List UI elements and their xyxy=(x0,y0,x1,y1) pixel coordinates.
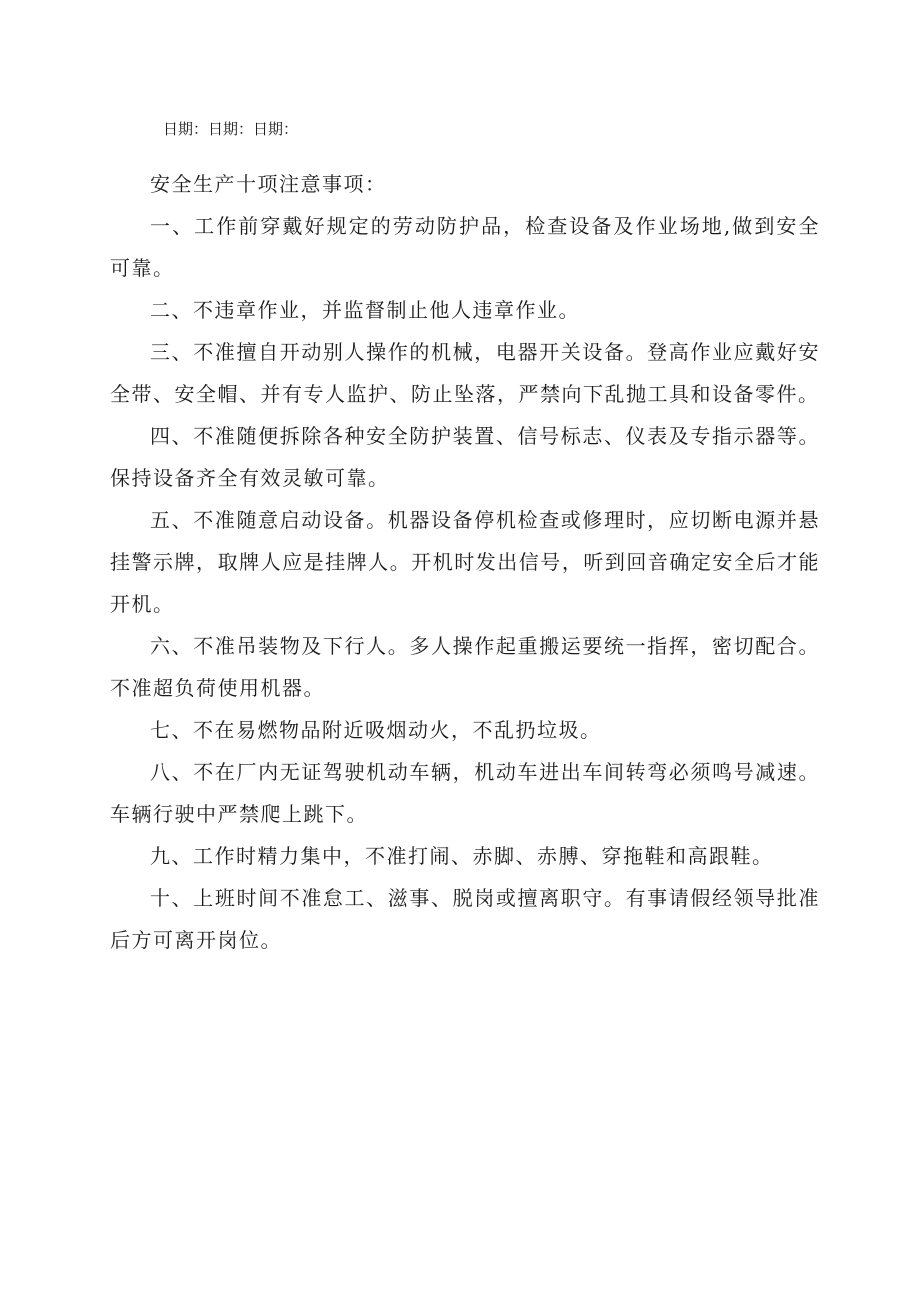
date-line: 日期：日期：日期： xyxy=(163,120,299,138)
rule-item-3: 三、不准擅自开动别人操作的机械，电器开关设备。登高作业应戴好安全带、安全帽、并有专人监护、防止坠落，严禁向下乱抛工具和设备零件。 xyxy=(110,340,820,406)
rule-item-5: 五、不准随意启动设备。机器设备停机检查或修理时，应切断电源并悬挂警示牌，取牌人应是挂牌人。开机时发出信号，听到回音确定安全后才能开机。 xyxy=(110,508,820,616)
document-title: 安全生产十项注意事项： xyxy=(150,172,387,196)
rule-item-2: 二、不违章作业，并监督制止他人违章作业。 xyxy=(150,298,580,322)
rule-item-10: 十、上班时间不准怠工、滋事、脱岗或擅离职守。有事请假经领导批准后方可离开岗位。 xyxy=(110,886,820,952)
rule-item-8: 八、不在厂内无证驾驶机动车辆，机动车进出车间转弯必须鸣号减速。车辆行驶中严禁爬上跳下。 xyxy=(110,760,820,826)
rule-item-6: 六、不准吊装物及下行人。多人操作起重搬运要统一指挥，密切配合。不准超负荷使用机器。 xyxy=(110,634,820,700)
rule-item-9: 九、工作时精力集中，不准打闹、赤脚、赤膊、穿拖鞋和高跟鞋。 xyxy=(150,844,774,868)
rule-item-4: 四、不准随便拆除各种安全防护装置、信号标志、仪表及专指示器等。保持设备齐全有效灵敏可靠。 xyxy=(110,424,820,490)
rule-item-1: 一、工作前穿戴好规定的劳动防护品，检查设备及作业场地,做到安全可靠。 xyxy=(110,214,820,280)
rule-item-7: 七、不在易燃物品附近吸烟动火，不乱扔垃圾。 xyxy=(150,718,602,742)
document-body xyxy=(110,163,820,961)
